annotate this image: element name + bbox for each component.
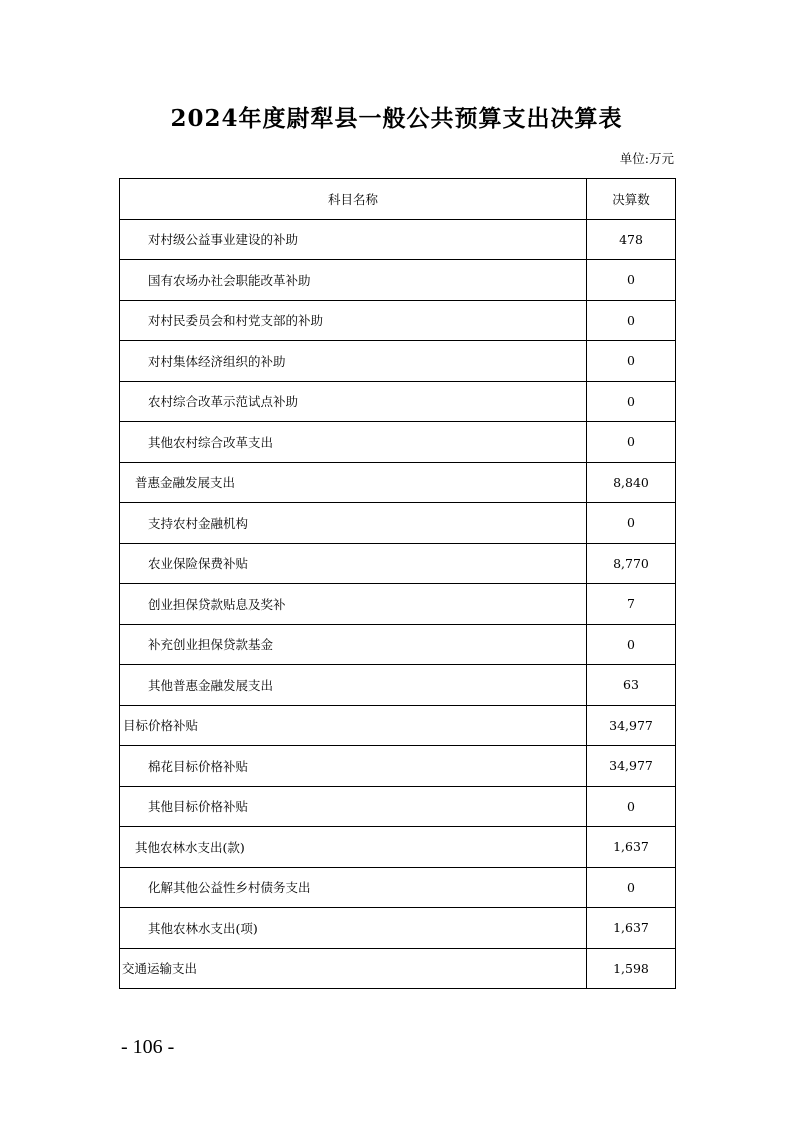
row-item-value: 0: [587, 786, 676, 827]
table-row: [120, 462, 676, 503]
row-item-value: 0: [587, 341, 676, 382]
row-item-name: 普惠金融发展支出: [120, 462, 587, 503]
row-item-value: 8,840: [587, 462, 676, 503]
row-item-value: 0: [587, 867, 676, 908]
row-item-value: 478: [587, 219, 676, 260]
row-item-name: 对村级公益事业建设的补助: [120, 219, 587, 260]
row-item-name: 其他农村综合改革支出: [120, 422, 587, 463]
table-header-row: [120, 179, 676, 220]
budget-table: [119, 178, 676, 989]
table-body: [120, 219, 676, 989]
row-item-value: 0: [587, 422, 676, 463]
document-title: 2024年度尉犁县一般公共预算支出决算表: [170, 105, 623, 132]
row-item-name: 农村综合改革示范试点补助: [120, 381, 587, 422]
row-item-value: 0: [587, 300, 676, 341]
table-row: [120, 584, 676, 625]
row-item-name: 其他普惠金融发展支出: [120, 665, 587, 706]
row-item-value: 8,770: [587, 543, 676, 584]
row-item-value: 0: [587, 624, 676, 665]
table-row: [120, 786, 676, 827]
row-item-name: 其他目标价格补贴: [120, 786, 587, 827]
row-item-name: 农业保险保费补贴: [120, 543, 587, 584]
table-row: [120, 381, 676, 422]
table-row: [120, 260, 676, 301]
row-item-name: 交通运输支出: [120, 948, 587, 989]
table-row: [120, 746, 676, 787]
table-row: [120, 422, 676, 463]
column-header-name: 科目名称: [120, 179, 587, 220]
row-item-value: 0: [587, 260, 676, 301]
column-header-value: 决算数: [587, 179, 676, 220]
row-item-name: 支持农村金融机构: [120, 503, 587, 544]
row-item-value: 1,598: [587, 948, 676, 989]
table-row: [120, 705, 676, 746]
row-item-name: 国有农场办社会职能改革补助: [120, 260, 587, 301]
row-item-value: 1,637: [587, 827, 676, 868]
row-item-value: 63: [587, 665, 676, 706]
row-item-value: 0: [587, 381, 676, 422]
table-row: [120, 300, 676, 341]
row-item-value: 34,977: [587, 705, 676, 746]
row-item-name: 对村民委员会和村党支部的补助: [120, 300, 587, 341]
table-row: [120, 624, 676, 665]
table-row: [120, 908, 676, 949]
table-row: [120, 543, 676, 584]
table-row: [120, 827, 676, 868]
row-item-name: 补充创业担保贷款基金: [120, 624, 587, 665]
table-row: [120, 867, 676, 908]
table-row: [120, 219, 676, 260]
table-row: [120, 503, 676, 544]
table-row: [120, 665, 676, 706]
row-item-name: 创业担保贷款贴息及奖补: [120, 584, 587, 625]
table-row: [120, 948, 676, 989]
row-item-name: 其他农林水支出(款): [120, 827, 587, 868]
row-item-name: 目标价格补贴: [120, 705, 587, 746]
row-item-name: 棉花目标价格补贴: [120, 746, 587, 787]
row-item-name: 对村集体经济组织的补助: [120, 341, 587, 382]
page-number: - 106 -: [121, 1036, 175, 1058]
table-row: [120, 341, 676, 382]
row-item-value: 1,637: [587, 908, 676, 949]
unit-label: 单位:万元: [619, 151, 674, 166]
row-item-name: 其他农林水支出(项): [120, 908, 587, 949]
row-item-value: 34,977: [587, 746, 676, 787]
row-item-value: 0: [587, 503, 676, 544]
row-item-value: 7: [587, 584, 676, 625]
row-item-name: 化解其他公益性乡村债务支出: [120, 867, 587, 908]
